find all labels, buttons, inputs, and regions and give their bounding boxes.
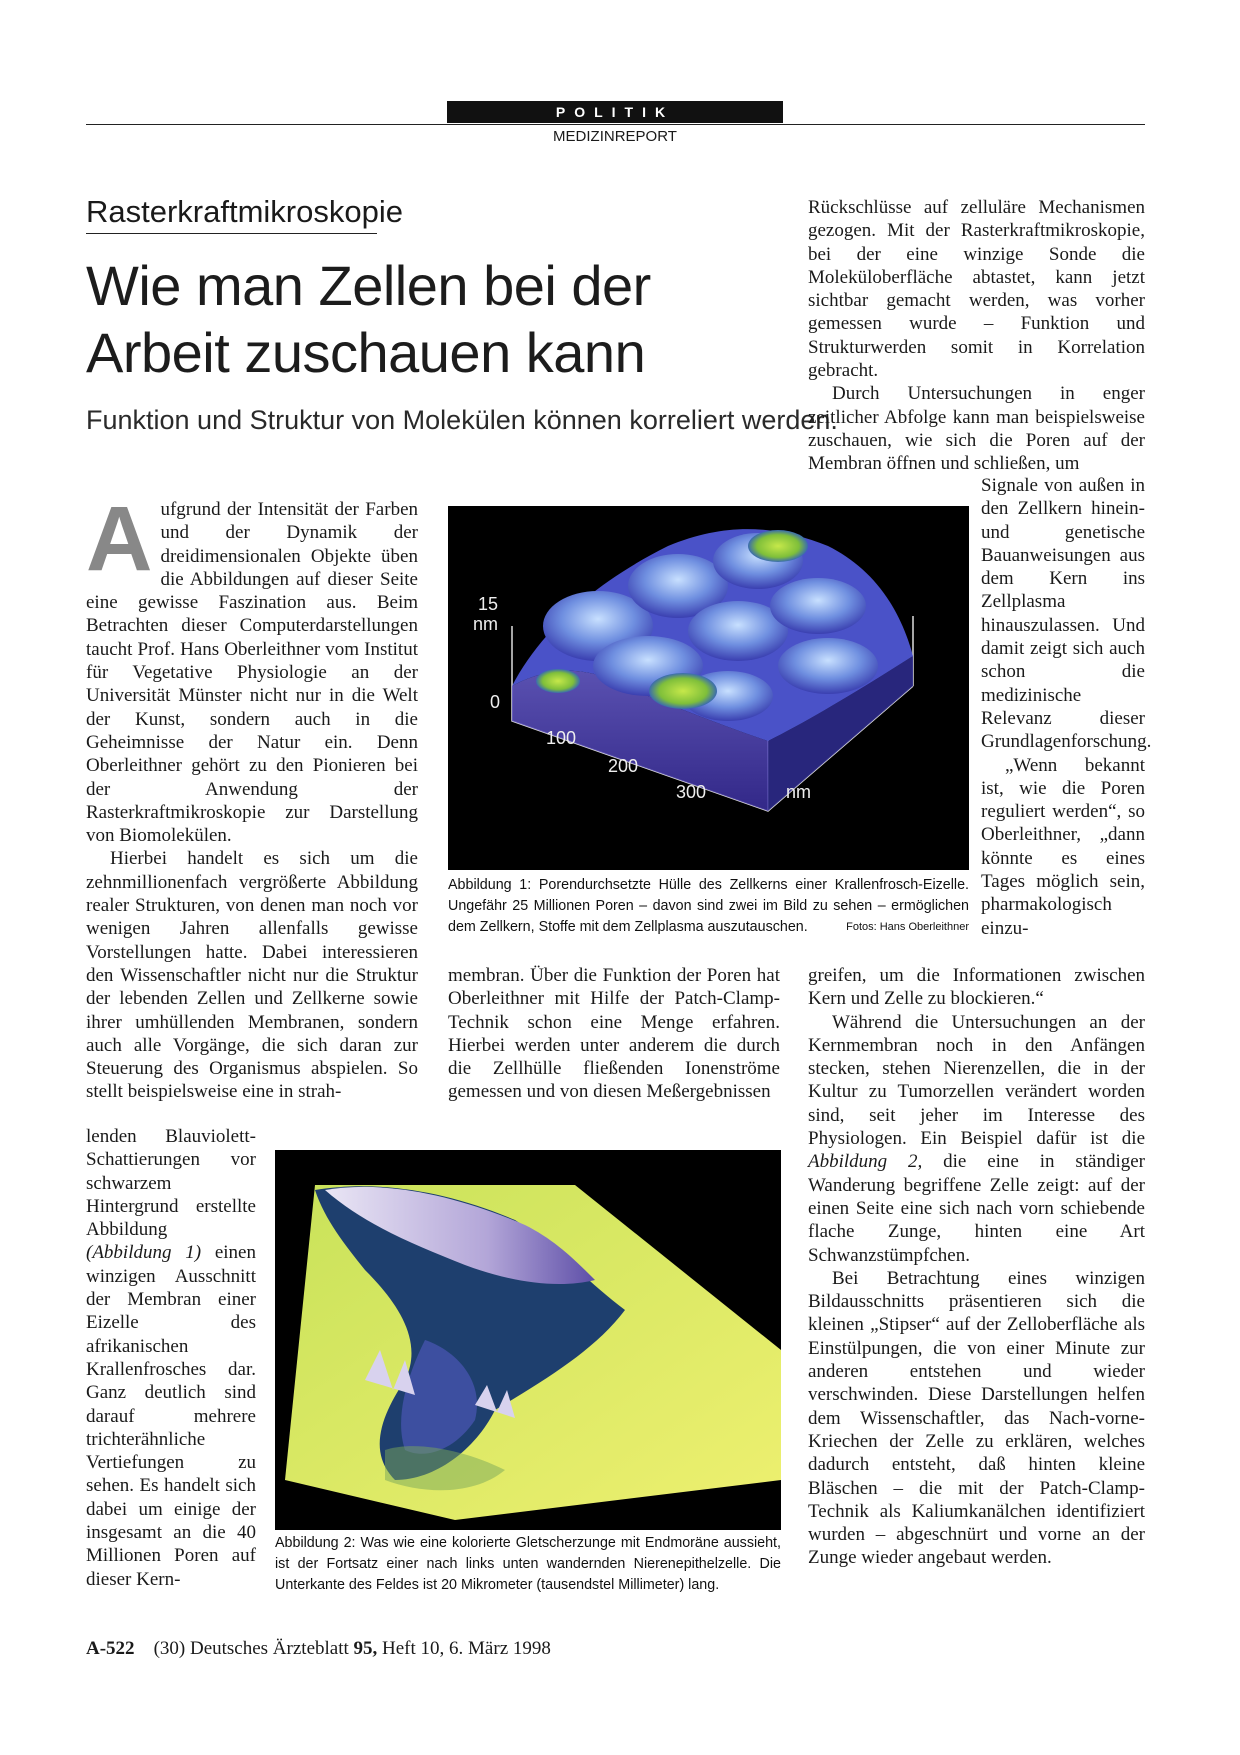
column-2-text xyxy=(448,964,780,1104)
drop-cap: A xyxy=(86,488,153,590)
article-kicker: Rasterkraftmikroskopie xyxy=(86,194,403,229)
paragraph-text: lenden Blauviolett-Schattierungen vor schwarzem Hintergrund erstellte Abbildung xyxy=(86,1126,256,1241)
paragraph: membran. Über die Funktion der Poren hat Oberleithner mit Hilfe der Patch-Clamp-Technik schon eine Menge erfahren. Hierbei werden unter anderem die durch die Zellhülle fließenden Ionenströme gemessen und von diesen Meßergebnissen xyxy=(448,965,780,1103)
paragraph: Hierbei handelt es sich um die zehnmillionenfach vergrößerte Abbildung realer Strukturen, von denen man noch vor wenigen Jahren allenfalls gewisse Vorstellungen hatte. Dabei interessieren den Wissenschaftler nicht nur die Struktur der lebenden Zellen und Zellkerne sowie ihrer umhüllenden Membranen, sondern auch alle Vorgänge, die sich daran zur Steuerung des Organismus abspielen. So stellt beispielsweise eine in strah- xyxy=(86,848,418,1103)
paragraph-text: einen winzigen Ausschnitt der Membran einer Eizelle des afrikanischen Krallenfrosches dar. Ganz deutlich sind darauf mehrere trichterähnliche Vertiefungen zu sehen. Es handelt sich dabei um einige der insgesamt an die 40 Millionen Poren auf dieser Kern- xyxy=(86,1242,256,1590)
column-1-top xyxy=(86,488,418,1104)
paragraph-text: Während die Untersuchungen an der Kernmembran noch in den Anfängen stecken, stehen Nierenzellen, die in der Kultur zu Tumorzellen verändert worden sind, seit jeher im Interesse des Physiologen. Ein Beispiel dafür ist die xyxy=(808,1011,1145,1150)
kicker-rule xyxy=(86,233,377,234)
paragraph: greifen, um die Informationen zwischen Kern und Zelle zu blockieren.“ xyxy=(808,965,1145,1010)
axis-z-top-label: 15 xyxy=(478,594,499,614)
intro-paragraph xyxy=(86,488,418,847)
column-3-bottom xyxy=(808,964,1145,1570)
axis-x-300-label: 300 xyxy=(676,782,707,802)
caption-text: Abbildung 1: Porendurchsetzte Hülle des Zellkerns einer Krallenfrosch-Eizelle. Ungefähr 25 Millionen Poren – davon sind zwei im Bild zu sehen – ermöglichen dem Zellkern, Stoffe mit dem Zellplasma auszutauschen. xyxy=(448,877,969,935)
figure-reference: (Abbildung 1) xyxy=(86,1242,202,1264)
axis-x-100-label: 100 xyxy=(546,728,577,748)
issue-suffix: Heft 10, 6. März 1998 xyxy=(382,1638,551,1659)
paragraph xyxy=(86,1125,256,1591)
figure-1-image xyxy=(448,506,969,870)
photo-credit: Fotos: Hans Oberleithner xyxy=(846,921,969,933)
issue-volume: 95, xyxy=(353,1638,378,1659)
subsection-label: MEDIZINREPORT xyxy=(553,128,677,145)
headline-line-1: Wie man Zellen bei der xyxy=(86,254,651,317)
article-headline xyxy=(86,252,736,386)
headline-line-2: Arbeit zuschauen kann xyxy=(86,321,646,384)
column-3-top xyxy=(808,196,1145,476)
figure-1-caption xyxy=(448,875,969,938)
figure-2-image xyxy=(275,1150,781,1530)
paragraph-text: die eine in ständiger Wanderung begriffene Zelle zeigt: auf der einen Seite eine sich nach vorn schiebende flache Zunge, hinten eine Art Schwanzstümpfchen. xyxy=(808,1151,1145,1266)
issue-prefix: (30) Deutsches Ärzteblatt xyxy=(153,1638,349,1659)
axis-z-unit-label: nm xyxy=(473,614,499,634)
axis-x-unit-label: nm xyxy=(786,782,812,802)
paragraph xyxy=(808,1011,1145,1267)
paragraph: Bei Betrachtung eines winzigen Bildausschnitts präsentieren sich die kleinen „Stipser“ auf der Zelloberfläche als Einstülpungen, die von einer Minute zur anderen entstehen und wieder verschwinden. Diese Darstellungen helfen dem Wissenschaftler, das Nach-vorne-Kriechen der Zelle zu erklären, welches dadurch entsteht, daß hinten kleine Bläschen – die mit der Patch-Clamp-Technik als Kaliumkanälchen identifiziert wurden – abgeschnürt und vorne an der Zunge wieder angebaut werden. xyxy=(808,1267,1145,1569)
paragraph: Durch Untersuchungen in enger zeitlicher Abfolge kann man beispielsweise zuschauen, wie sich die Poren auf der Membran öffnen und schließen, um xyxy=(808,383,1145,475)
page-footer xyxy=(86,1637,551,1661)
paragraph: Rückschlüsse auf zelluläre Mechanismen gezogen. Mit der Rasterkraftmikroskopie, bei der eine winzige Sonde die Moleküloberfläche abtastet, kann jetzt sichtbar gemacht werden, was vorher gemessen wurde – Funktion und Strukturwerden somit in Korrelation gebracht. xyxy=(808,197,1145,382)
axis-x-200-label: 200 xyxy=(608,756,639,776)
figure-2-caption: Abbildung 2: Was wie eine kolorierte Gletscherzunge mit Endmoräne aussieht, ist der Fortsatz einer nach links unten wandernden Nierenepithelzelle. Die Unterkante des Feldes ist 20 Mikrometer (tausendstel Millimeter) lang. xyxy=(275,1535,781,1593)
figure-reference: Abbildung 2, xyxy=(808,1151,923,1173)
paragraph: „Wenn bekannt ist, wie die Poren reguliert werden“, so Oberleithner, „dann könnte es eines Tages möglich sein, pharmakologisch einzu- xyxy=(981,754,1145,939)
paragraph: Signale von außen in den Zellkern hinein- und genetische Bauanweisungen aus dem Kern ins Zellplasma hinauszulassen. Und damit zeigt sich auch schon die medizinische Relevanz dieser Grundlagenforschung. xyxy=(981,475,1152,753)
axis-z-zero-label: 0 xyxy=(490,692,501,712)
article-dek: Funktion und Struktur von Molekülen können korreliert werden. xyxy=(86,405,838,435)
section-label: POLITIK xyxy=(447,101,783,123)
header-rule xyxy=(86,124,1145,125)
column-3-narrow xyxy=(981,474,1152,940)
page-number: A-522 xyxy=(86,1638,135,1659)
intro-text: ufgrund der Intensität der Farben und der Dynamik der dreidimensionalen Objekte üben die Abbildungen auf dieser Seite eine gewisse Faszination aus. Beim Betrachten dieser Computerdarstellungen taucht Prof. Hans Oberleithner vom Institut für Vegetative Physiologie an der Universität Münster nicht nur in die Welt der Kunst, sondern auch in die Geheimnisse der Natur ein. Denn Oberleithner gehört zu den Pionieren bei der Anwendung der Rasterkraftmikroskopie zur Darstellung von Biomolekülen. xyxy=(86,499,418,847)
column-1-narrow xyxy=(86,1125,256,1591)
